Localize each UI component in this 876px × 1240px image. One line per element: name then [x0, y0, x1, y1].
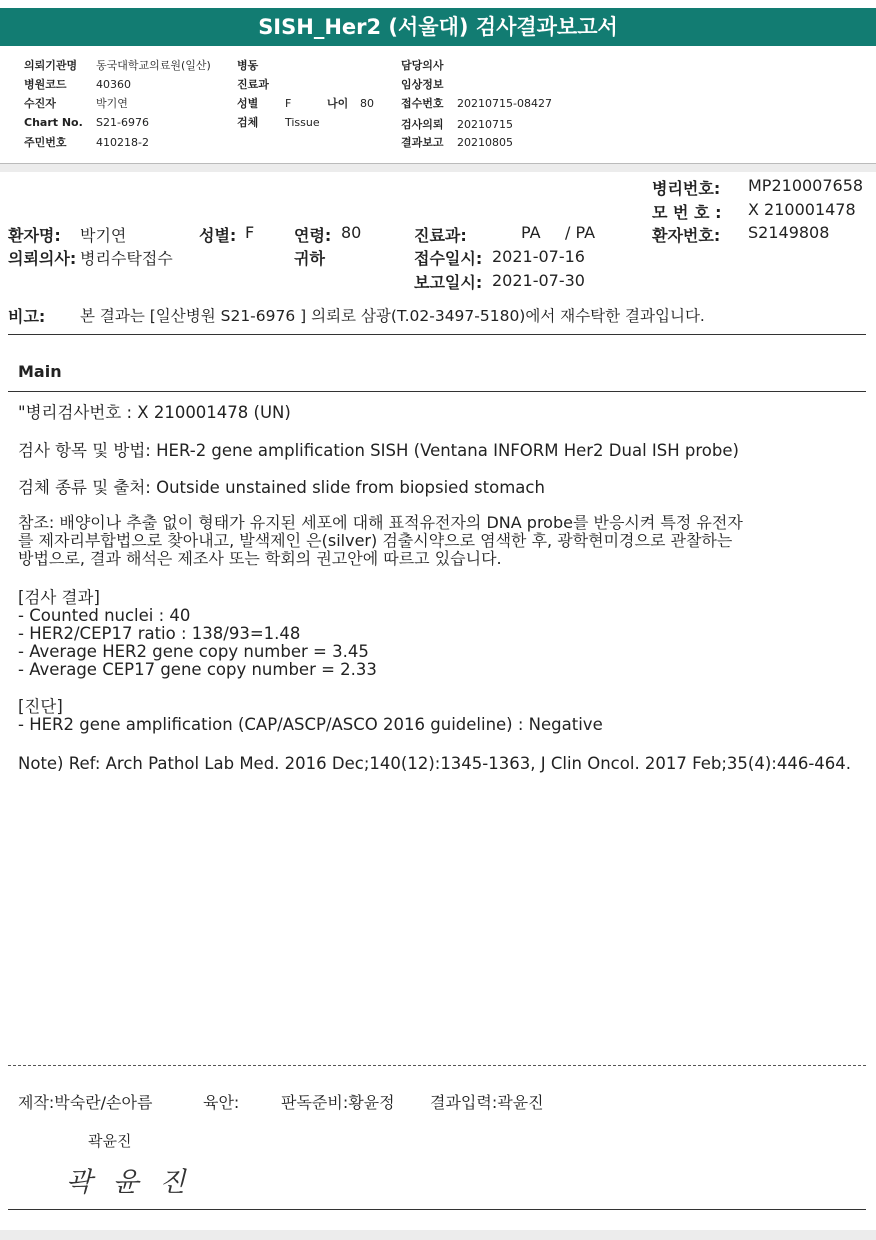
request-info-panel: [0, 48, 876, 164]
reference-line: 방법으로, 결과 해석은 제조사 또는 학회의 권고안에 따르고 있습니다.: [18, 549, 502, 568]
honorific: 귀하: [294, 249, 325, 268]
request-date-value: 20210715: [457, 118, 513, 131]
sex-label: 성별:: [199, 226, 237, 245]
specimen-row: [237, 114, 320, 130]
sex-value: F: [285, 97, 292, 110]
test-method: 검사 항목 및 방법: HER-2 gene amplification SISH (Ventana INFORM Her2 Dual ISH probe): [18, 441, 739, 460]
patient-value: 박기연: [96, 97, 128, 110]
report-date-value: 20210805: [457, 136, 513, 149]
patient-label: 수진자: [24, 97, 56, 110]
physician-label: 의뢰의사:: [8, 249, 77, 268]
remark-label: 비고:: [8, 307, 46, 326]
reference-line: 를 제자리부합법으로 찾아내고, 발색제인 은(silver) 검출시약으로 염색한 후, 광학현미경으로 관찰하는: [18, 531, 733, 550]
reference-note: Note) Ref: Arch Pathol Lab Med. 2016 Dec;140(12):1345-1363, J Clin Oncol. 2017 Feb;35(4):446-464.: [18, 754, 852, 773]
request-date-row: [401, 116, 513, 132]
diagnosis-block: [18, 698, 858, 734]
resident-id-value: 410218-2: [96, 136, 149, 149]
reported-value: 2021-07-30: [492, 271, 585, 290]
divider: [8, 1065, 866, 1066]
accession-label: 접수번호: [401, 97, 444, 110]
sex-row: [237, 95, 291, 111]
dept-label: 진료과: [237, 78, 269, 91]
patient-row: [24, 95, 128, 111]
gross-staff: 육안:: [203, 1093, 240, 1112]
page-title: SISH_Her2 (서울대) 검사결과보고서: [0, 8, 876, 46]
accession-value: 20210715-08427: [457, 97, 552, 110]
hospital-code-label: 병원코드: [24, 78, 67, 91]
specimen-label: 검체: [237, 116, 259, 129]
diagnosis-value: - HER2 gene amplification (CAP/ASCP/ASCO 2016 guideline) : Negative: [18, 715, 603, 734]
patient-name-label: 환자명:: [8, 226, 61, 245]
patient-name-value: 박기연: [80, 226, 127, 245]
report-date-label: 결과보고: [401, 136, 444, 149]
ward-label: 병동: [237, 59, 259, 72]
institution-value: 동국대학교의료원(일산): [96, 59, 211, 72]
remark-value: 본 결과는 [일산병원 S21-6976 ] 의뢰로 삼광(T.02-3497-5180)에서 재수탁한 결과입니다.: [80, 307, 705, 325]
request-date-label: 검사의뢰: [401, 118, 444, 131]
report-date-row: [401, 134, 513, 150]
report-body: [0, 172, 876, 1230]
divider: [8, 334, 866, 335]
pathology-no-value: MP210007658: [748, 176, 864, 195]
age-label: 연령:: [294, 226, 332, 245]
reading-prep-staff: 판독준비:황윤정: [281, 1093, 395, 1112]
hospital-code-row: [24, 76, 131, 92]
result-item: - HER2/CEP17 ratio : 138/93=1.48: [18, 624, 301, 643]
reference-line: 참조: 배양이나 추출 없이 형태가 유지된 세포에 대해 표적유전자의 DNA probe를 반응시켜 특정 유전자: [18, 513, 743, 532]
number-value: X 210001478: [748, 200, 856, 219]
age-label: 나이: [327, 97, 349, 110]
institution-row: [24, 57, 211, 73]
number-label: 모 번 호 :: [652, 203, 722, 222]
specimen-source: 검체 종류 및 출처: Outside unstained slide from biopsied stomach: [18, 478, 545, 497]
institution-label: 의뢰기관명: [24, 59, 78, 72]
reference-paragraph: [18, 514, 858, 568]
chart-label: Chart No.: [24, 116, 83, 129]
patient-no-value: S2149808: [748, 223, 830, 242]
production-staff: 제작:박숙란/손아름: [18, 1093, 153, 1112]
divider: [8, 1209, 866, 1210]
dept-row: [237, 76, 269, 92]
results-block: [18, 589, 858, 679]
result-input-staff: 결과입력:곽윤진: [430, 1093, 544, 1112]
age-row: [327, 95, 374, 111]
sex-label: 성별: [237, 97, 259, 110]
patient-no-label: 환자번호:: [652, 226, 721, 245]
clinical-row: [401, 76, 444, 92]
clinical-label: 임상정보: [401, 78, 444, 91]
dept-label: 진료과:: [414, 226, 467, 245]
received-label: 접수일시:: [414, 249, 483, 268]
chart-row: [24, 116, 149, 129]
doctor-label: 담당의사: [401, 59, 444, 72]
result-item: - Counted nuclei : 40: [18, 606, 191, 625]
physician-value: 병리수탁접수: [80, 249, 173, 268]
dept-value: PA: [521, 223, 541, 242]
ward-row: [237, 57, 258, 73]
resident-id-row: [24, 134, 149, 150]
accession-row: [401, 95, 552, 111]
pathology-no-label: 병리번호:: [652, 179, 721, 198]
section-title: Main: [18, 362, 62, 381]
age-value: 80: [360, 97, 374, 110]
signature: 곽 윤 진: [66, 1167, 192, 1198]
chart-value: S21-6976: [96, 116, 149, 129]
age-value: 80: [341, 223, 362, 242]
result-item: - Average HER2 gene copy number = 3.45: [18, 642, 369, 661]
specimen-value: Tissue: [285, 116, 320, 129]
pathology-exam-number: "병리검사번호 : X 210001478 (UN): [18, 403, 291, 422]
sex-value: F: [245, 223, 255, 242]
reported-label: 보고일시:: [414, 273, 483, 292]
dept-suffix: / PA: [565, 223, 596, 242]
hospital-code-value: 40360: [96, 78, 131, 91]
result-item: - Average CEP17 gene copy number = 2.33: [18, 660, 377, 679]
results-header: [검사 결과]: [18, 588, 100, 607]
signer-name: 곽윤진: [88, 1132, 132, 1150]
resident-id-label: 주민번호: [24, 136, 67, 149]
doctor-row: [401, 57, 444, 73]
divider: [8, 391, 866, 392]
diagnosis-header: [진단]: [18, 697, 63, 716]
received-value: 2021-07-16: [492, 247, 585, 266]
